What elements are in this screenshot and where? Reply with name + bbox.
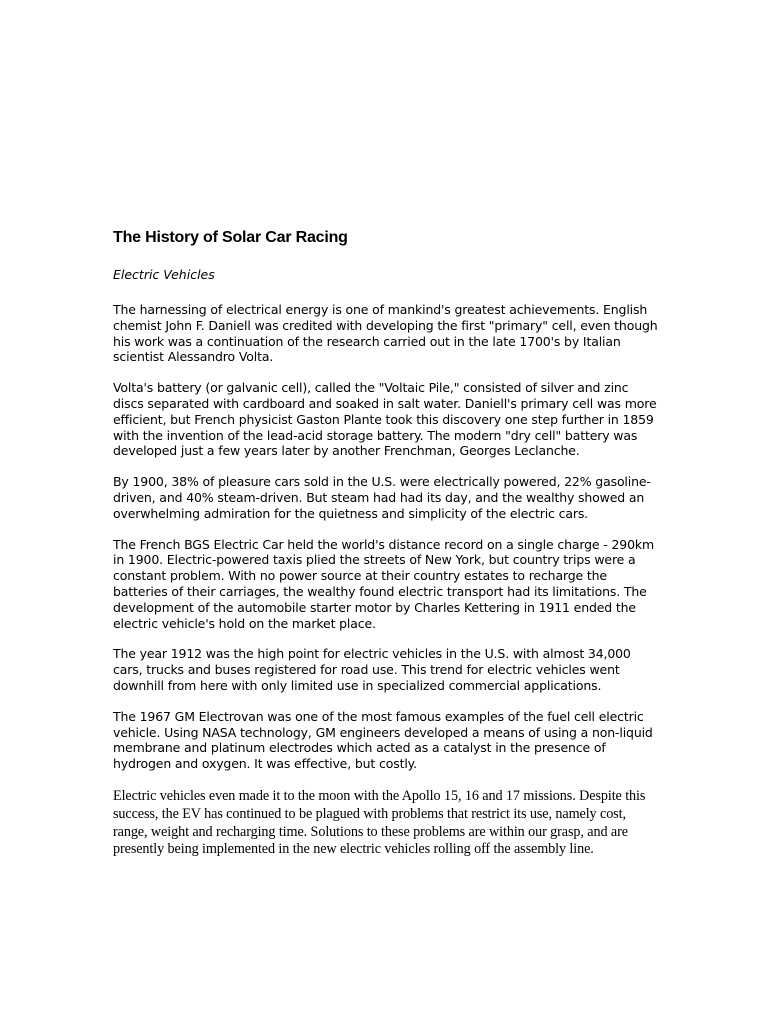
page-title: The History of Solar Car Racing [113, 229, 348, 246]
paragraph-3: By 1900, 38% of pleasure cars sold in the U.S. were electrically powered, 22% gasoline-driven, and 40% steam-driven. But steam had had its day, and the wealthy showed an overwhelming admiration for the quietness and simplicity of the electric cars. [113, 474, 651, 521]
paragraph-6: The 1967 GM Electrovan was one of the most famous examples of the fuel cell electric vehicle. Using NASA technology, GM engineers developed a means of using a non-liquid membrane and platinum electrodes which acted as a catalyst in the presence of hydrogen and oxygen. It was effective, but costly. [113, 708, 653, 772]
paragraph-7: Electric vehicles even made it to the moon with the Apollo 15, 16 and 17 missions. Despite this success, the EV has continued to be plagued with problems that restrict its use, namely cost, range, weight and recharging time. Solutions to these problems are within our grasp, and are presently being implemented in the new electric vehicles rolling off the assembly line. [113, 787, 646, 858]
paragraph-4: The French BGS Electric Car held the world's distance record on a single charge - 290km in 1900. Electric-powered taxis plied the streets of New York, but country trips were a constant problem. With no power source at their country estates to recharge the batteries of their carriages, the wealthy found electric transport had its limitations. The development of the automobile starter motor by Charles Kettering in 1911 ended the electric vehicle's hold on the market place. [113, 536, 654, 631]
paragraph-1: The harnessing of electrical energy is one of mankind's greatest achievements. English chemist John F. Daniell was credited with developing the first "primary" cell, even though his work was a continuation of the research carried out in the late 1700's by Italian scientist Alessandro Volta. [113, 302, 658, 365]
section-subtitle: Electric Vehicles [113, 267, 215, 282]
paragraph-2: Volta's battery (or galvanic cell), called the "Voltaic Pile," consisted of silver and zinc discs separated with cardboard and soaked in salt water. Daniell's primary cell was more efficient, but French physicist Gaston Plante took this discovery one step further in 1859 with the invention of the lead-acid storage battery. The modern "dry cell" battery was developed just a few years later by another Frenchman, Georges Leclanche. [113, 380, 657, 459]
document-body [113, 228, 659, 859]
paragraph-5: The year 1912 was the high point for electric vehicles in the U.S. with almost 34,000 cars, trucks and buses registered for road use. This trend for electric vehicles went downhill from here with only limited use in specialized commercial applications. [113, 646, 631, 693]
